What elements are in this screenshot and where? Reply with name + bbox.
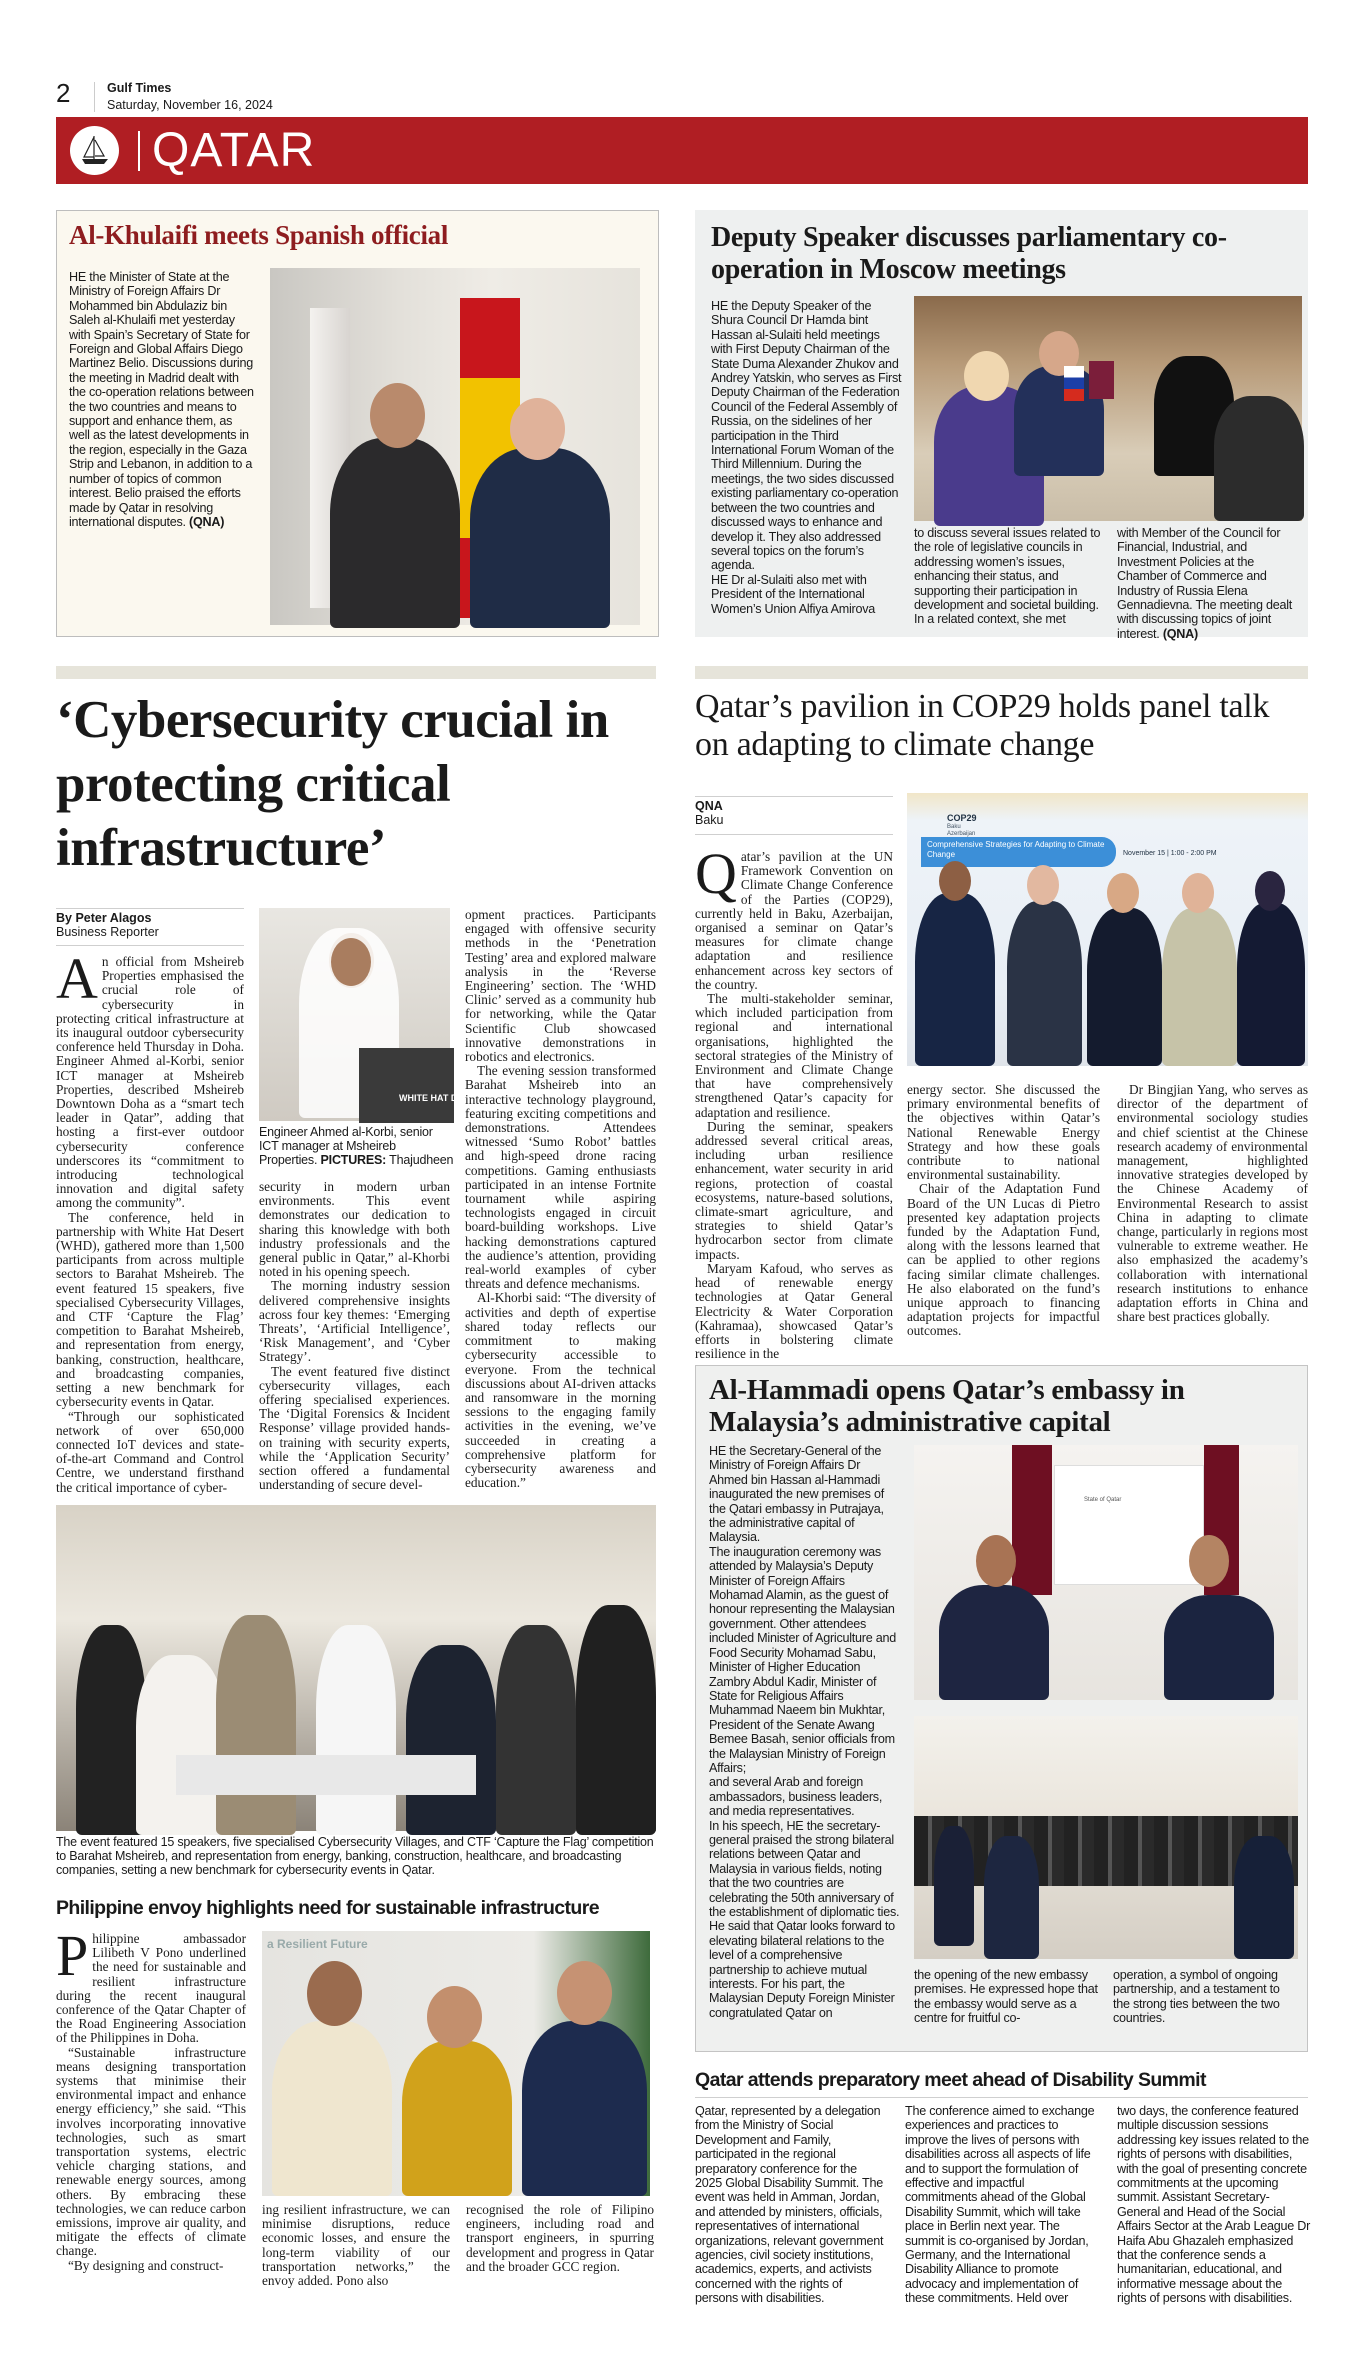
paragraph: The morning industry session delivered comprehensive insights across four key themes: ‘Emerging Threats’, ‘Artificial Intelligence’, ‘Risk Management’, and ‘Cyber Strategy’. bbox=[259, 1278, 450, 1365]
philippine-col3 bbox=[466, 2203, 654, 2274]
drop-cap: A bbox=[56, 946, 98, 1011]
credit-label: PICTURES: bbox=[320, 1153, 387, 1167]
podium-text: WHITE HAT DESERT bbox=[399, 1093, 488, 1103]
deputy-col1 bbox=[711, 299, 903, 616]
plaque-text: State of Qatar bbox=[1084, 1497, 1122, 1503]
cop29-col1 bbox=[695, 841, 893, 1362]
byline: By Peter Alagos bbox=[56, 911, 152, 925]
paragraph: Qatar, represented by a delegation from the Ministry of Social Development and Family, participated in the regional preparatory conference for the 2025 Global Disability Summit. The event was held in Amman, Jordan, and attended by ministers, officials, representatives of international organizations, relevant government agencies, civil society institutions, academics, experts, and activists concerned with the rights of persons with disabilities. bbox=[695, 2104, 884, 2306]
cop29-photo bbox=[907, 793, 1308, 1066]
slide-title: Comprehensive Strategies for Adapting to Climate Change bbox=[921, 837, 1116, 867]
paragraph: “Through our sophisticated network of over 650,000 connected IoT devices and state-of-the-art Command and Control Centre, we understand firsthand the critical importance of cyber- bbox=[56, 1408, 244, 1495]
paragraph: The multi-stakeholder seminar, which included participation from regional and international organisations, highlighted the sectoral strategies of the Ministry of Environment and Climate Change that have comprehensively strengthened Qatar’s capacity for adaptation and resilience. bbox=[695, 991, 893, 1120]
issue-date: Saturday, November 16, 2024 bbox=[107, 98, 273, 112]
paragraph: and several Arab and foreign ambassadors, business leaders, and media representatives. bbox=[709, 1775, 883, 1819]
paragraph: Al-Khorbi said: “The diversity of activities and depth of expertise shared today reflects our commitment to making cybersecurity accessible to everyone. From the technical discussions about AI-driven attacks and ransomware in the morning sessions to the engaging family activities in the evening, we’ve succeeded in creating a comprehensive platform for cybersecurity awareness and education.” bbox=[465, 1290, 656, 1491]
khulaifi-headline: Al-Khulaifi meets Spanish official bbox=[69, 220, 449, 250]
cyber-event-photo bbox=[56, 1505, 656, 1831]
hammadi-col1 bbox=[709, 1444, 901, 2020]
paragraph: The conference, held in partnership with White Hat Desert (WHD), gathered more than 1,500 participants from across multiple sectors to Barahat Msheireb. The event featured 15 speakers, five specialised Cybersecurity Villages, and CTF ‘Capture the Flag’ competition to Barahat Msheireb, and representation from energy, banking, construction, healthcare, and broadcasting companies, setting a new benchmark for cybersecurity events in Qatar. bbox=[56, 1209, 244, 1410]
banner-divider bbox=[138, 131, 140, 171]
dhow-boat-icon bbox=[70, 126, 119, 175]
hammadi-ceremony-photo bbox=[914, 1716, 1298, 1959]
lead-paragraph: atar’s pavilion at the UN Framework Convention on Climate Change Conference of the Parties (COP29), currently held in Baku, Azerbaijan, organised a seminar on Qatar’s measures for climate change adaptation and resilience enhancement across key sectors of the country. bbox=[695, 849, 893, 992]
paragraph: to discuss several issues related to the role of legislative councils in addressing women’s issues, enhancing their status, and supporting their participation in development and societal building. In a related context, she met bbox=[914, 526, 1101, 627]
alkorbi-photo bbox=[259, 908, 488, 1121]
paragraph: The event featured five distinct cybersecurity villages, each offering specialised experiences. The ‘Digital Forensics & Incident Response’ village provided hands-on training with security experts, while the ‘Application Security’ section offered a fundamental understanding of secure devel- bbox=[259, 1363, 450, 1493]
paragraph: the opening of the new embassy premises. He expressed hope that the embassy would serve as a centre for fruitful co- bbox=[914, 1968, 1098, 2026]
cop29-dateline: Baku bbox=[695, 813, 724, 827]
khulaifi-photo bbox=[270, 268, 640, 625]
khulaifi-body bbox=[69, 270, 254, 529]
disability-headline: Qatar attends preparatory meet ahead of Disability Summit bbox=[695, 2069, 1206, 2091]
disability-col1 bbox=[695, 2104, 887, 2306]
drop-cap: P bbox=[56, 1923, 89, 1988]
deputy-photo bbox=[914, 296, 1302, 521]
cyber-main-caption: The event featured 15 speakers, five specialised Cybersecurity Villages, and CTF ‘Capture the Flag’ competition to Barahat Msheireb, and representation from energy, banking, construction, healthcare, and broadcasting companies, setting a new benchmark for cybersecurity events in Qatar. bbox=[56, 1835, 654, 1877]
separator-bar-left bbox=[56, 666, 656, 679]
paragraph: energy sector. She discussed the primary environmental benefits of the objectives within Qatar’s National Renewable Energy Strategy and how these goals contribute to national environmental sustainability. bbox=[907, 1082, 1100, 1183]
cyber-col2 bbox=[259, 1180, 450, 1492]
news-source: (QNA) bbox=[1162, 626, 1198, 641]
cyber-col3 bbox=[465, 908, 656, 1490]
photo-credit: Thajudheen bbox=[389, 1153, 454, 1167]
paragraph: “Sustainable infrastructure means designing transportation systems that minimise their environmental impact and enhance energy efficiency,” she said. “This involves incorporating innovative technologies, such as smart transportation systems, electric vehicle charging stations, and renewable energy sources, among others. By embracing these technologies, we can reduce carbon emissions, improve air quality, and mitigate the effects of climate change. bbox=[56, 2044, 246, 2259]
paragraph: The inauguration ceremony was attended by Malaysia’s Deputy Minister of Foreign Affairs Mohamad Alamin, as the guest of honour representing the Malaysian government. Other attendees included Minister of Agriculture and Food Security Mohamad Sabu, Minister of Higher Education Zambry Abdul Kadir, Minister of State for Religious Affairs Muhammad Naeem bin Mukhtar, President of the Senate Awang Bemee Basah, senior officials from the Malaysian Ministry of Foreign Affairs; bbox=[709, 1544, 897, 1775]
masthead-divider bbox=[94, 82, 95, 112]
caption-text: Engineer Ahmed al-Korbi, senior ICT manager at Msheireb Properties. bbox=[259, 1125, 433, 1167]
section-banner bbox=[56, 117, 1308, 184]
paragraph: operation, a symbol of ongoing partnership, and a testament to the strong ties between the two countries. bbox=[1113, 1968, 1280, 2026]
philippine-col2 bbox=[262, 2203, 450, 2288]
slide-time: November 15 | 1:00 - 2:00 PM bbox=[1123, 850, 1217, 857]
byline-role: Business Reporter bbox=[56, 925, 159, 939]
cop29-col2 bbox=[907, 1083, 1100, 1339]
cop29-headline: Qatar’s pavilion in COP29 holds panel talk on adapting to climate change bbox=[695, 688, 1270, 763]
paragraph: The evening session transformed Barahat Msheireb into an interactive technology playground, featuring exciting competitions and demonstrations. Attendees witnessed ‘Sumo Robot’ battles and high-speed drone racing competitions. Gaming enthusiasts participated in an intense Fortnite tournament while aspiring technologists engaged in circuit board-building workshops. Live hacking demonstrations captured the audience’s attention, providing real-world examples of cyber threats and defence mechanisms. bbox=[465, 1063, 656, 1292]
cyber-col1 bbox=[56, 946, 244, 1495]
paper-name: Gulf Times bbox=[107, 81, 172, 95]
paragraph: Dr Bingjian Yang, who serves as director of the department of environmental sociology studies and chief scientist at the Chinese research academy of environmental management, highlighted innovative strategies developed by the Chinese Academy of Environmental Research to assist China in adapting to climate change, particularly in regions most vulnerable to extreme weather. He also emphasized the academy’s collaboration with international research institutions to enhance adaptation efforts in China and share best practices globally. bbox=[1117, 1082, 1308, 1325]
separator-bar-right bbox=[695, 666, 1308, 679]
dateline-rule-top bbox=[695, 796, 893, 797]
hammadi-plaque-photo bbox=[914, 1445, 1298, 1700]
news-source: (QNA) bbox=[189, 514, 225, 529]
drop-cap: Q bbox=[695, 841, 737, 906]
paragraph: with Member of the Council for Financial, Industrial, and Investment Policies at the Chamber of Commerce and Industry of Russia Elena Gennadievna. The meeting dealt with discussing topics of joint interest. bbox=[1117, 526, 1293, 641]
deputy-headline: Deputy Speaker discusses parliamentary co-operation in Moscow meetings bbox=[711, 222, 1227, 285]
paragraph: The conference aimed to exchange experiences and practices to improve the lives of persons with disabilities across all aspects of life and to support the formulation of effective and impactful commitments ahead of the Global Disability Summit, which will take place in Berlin next year. The summit is co-organised by Jordan, Germany, and the International Disability Alliance to promote advocacy and implementation of these commitments. Held over bbox=[905, 2104, 1095, 2306]
paragraph: security in modern urban environments. This event demonstrates our dedication to sharing this knowledge with both industry professionals and the general public in Qatar,” al-Khorbi noted in his opening speech. bbox=[259, 1179, 450, 1280]
paragraph: ing resilient infrastructure, we can minimise disruptions, reduce economic losses, and ensure the long-term viability of our transportation networks,” the envoy added. Pono also bbox=[262, 2202, 450, 2289]
cop29-source: QNA bbox=[695, 799, 723, 813]
page-number: 2 bbox=[56, 78, 71, 108]
cyber-headline: ‘Cybersecurity crucial in protecting critical infrastructure’ bbox=[56, 691, 609, 877]
disability-rule bbox=[695, 2097, 1308, 2098]
khulaifi-text: HE the Minister of State at the Ministry of Foreign Affairs Dr Mohammed bin Abdulaziz bin Saleh al-Khulaifi met yesterday with Spain’s Secretary of State for Foreign and Global Affairs Diego Martinez Belio. Discussions during the meeting in Madrid dealt with the co-operation relations between the two countries and means to support and enhance them, as well as the latest developments in the region, especially in the Gaza Strip and Lebanon, in addition to a number of topics of common interest. Belio praised the efforts made by Qatar in resolving international disputes. bbox=[69, 270, 254, 529]
section-title: QATAR bbox=[152, 124, 316, 177]
photo-banner-text: a Resilient Future bbox=[267, 1937, 368, 1951]
cop29-col3 bbox=[1117, 1083, 1308, 1324]
alkorbi-caption bbox=[259, 1125, 454, 1167]
paragraph: During the seminar, speakers addressed several critical areas, including urban resilience enhancement, water security in arid regions, protection of coastal ecosystems, nature-based solutions, climate-smart agriculture, and strategies to shield Qatar’s hydrocarbon sector from climate impacts. bbox=[695, 1118, 893, 1262]
lead-paragraph: hilippine ambassador Lilibeth V Pono underlined the need for sustainable and resilient infrastructure during the recent inaugural conference of the Qatar Chapter of the Road Engineering Association of the Philippines in Doha. bbox=[56, 1931, 246, 2046]
deputy-col3 bbox=[1117, 526, 1305, 641]
hammadi-headline: Al-Hammadi opens Qatar’s embassy in Malaysia’s administrative capital bbox=[709, 1374, 1185, 1438]
paragraph: HE the Secretary-General of the Ministry of Foreign Affairs Dr Ahmed bin Hassan al-Hammadi inaugurated the new premises of the Qatari embassy in Putrajaya, the administrative capital of Malaysia. bbox=[709, 1444, 884, 1545]
paragraph: two days, the conference featured multiple discussion sessions addressing key issues related to the rights of persons with disabilities, with the goal of presenting concrete commitments at the upcoming summit. Assistant Secretary-General and Head of the Social Affairs Sector at the Arab League Dr Haifa Abu Ghazaleh emphasized that the conference sends a humanitarian, educational, and informative message about the rights of persons with disabilities. bbox=[1117, 2104, 1311, 2306]
disability-col3 bbox=[1117, 2104, 1312, 2306]
paragraph: He said that Qatar looks forward to elevating bilateral relations to the level of a comprehensive partnership to achieve mutual interests. For his part, the Malaysian Deputy Foreign Minister congratulated Qatar on bbox=[709, 1919, 895, 2020]
philippine-headline: Philippine envoy highlights need for sustainable infrastructure bbox=[56, 1897, 599, 1919]
paragraph: opment practices. Participants engaged with offensive security methods in the ‘Penetration Testing’ area and explored malware analysis in the ‘Reverse Engineering’ section. The ‘WHD Clinic’ served as a community hub for networking, while the Qatar Scientific Club showcased innovative demonstrations in robotics and electronics. bbox=[465, 907, 656, 1065]
deputy-col2 bbox=[914, 526, 1104, 627]
hammadi-col3 bbox=[1113, 1968, 1299, 2026]
slide-place: Baku Azerbaijan bbox=[947, 824, 976, 837]
paragraph: Chair of the Adaptation Fund Board of the UN Lucas di Pietro presented key adaptation projects funded by the Adaptation Fund, along with the lessons learned that can be applied to other regions facing similar climate challenges. He also elaborated on the fund’s unique approach to financing adaptation projects for impactful outcomes. bbox=[907, 1181, 1100, 1339]
slide-logo: COP29 bbox=[947, 813, 977, 823]
paragraph: recognised the role of Filipino engineers, including road and transport engineers, in spurring development and progress in Qatar and the broader GCC region. bbox=[466, 2202, 654, 2274]
philippine-photo bbox=[262, 1931, 650, 2196]
paragraph: HE Dr al-Sulaiti also met with President of the International Women’s Union Alfiya Amirova bbox=[711, 572, 876, 616]
disability-col2 bbox=[905, 2104, 1097, 2306]
philippine-col1 bbox=[56, 1923, 246, 2273]
byline-rule-top bbox=[56, 908, 244, 909]
paragraph: HE the Deputy Speaker of the Shura Council Dr Hamda bint Hassan al-Sulaiti held meetings with First Deputy Chairman of the State Duma Alexander Zhukov and Andrey Yatskin, who serves as First Deputy Chairman of the Federation Council of the Federal Assembly of Russia, on the sidelines of her participation in the Third International Forum Woman of the Third Millennium. During the meetings, the two sides discussed existing parliamentary co-operation between the two countries and discussed ways to enhance and develop it. They also addressed several topics on the forum’s agenda. bbox=[711, 299, 902, 573]
lead-paragraph: n official from Msheireb Properties emphasised the crucial role of cybersecurity in protecting critical infrastructure at its inaugural outdoor cybersecurity conference held Thursday in Doha. Engineer Ahmed al-Korbi, senior ICT manager at Msheireb Properties, described Msheireb Downtown Doha as a “smart tech leader in Qatar”, adding that hosting a first-ever outdoor cybersecurity conference underscores its “commitment to introducing technological innovation and digital safety among the community”. bbox=[56, 954, 244, 1211]
paragraph: Maryam Kafoud, who serves as head of renewable energy technologies at Qatar General Electricity & Water Corporation (Kahramaa), showcased Qatar’s efforts in bolstering climate resilience in the bbox=[695, 1260, 893, 1362]
paragraph: “By designing and construct- bbox=[68, 2257, 224, 2273]
dateline-rule-bottom bbox=[695, 834, 893, 835]
hammadi-col2 bbox=[914, 1968, 1100, 2026]
paragraph: In his speech, HE the secretary-general praised the strong bilateral relations between Qatar and Malaysia in various fields, noting that the two countries are celebrating the 50th anniversary of the establishment of diplomatic ties. bbox=[709, 1818, 900, 1919]
